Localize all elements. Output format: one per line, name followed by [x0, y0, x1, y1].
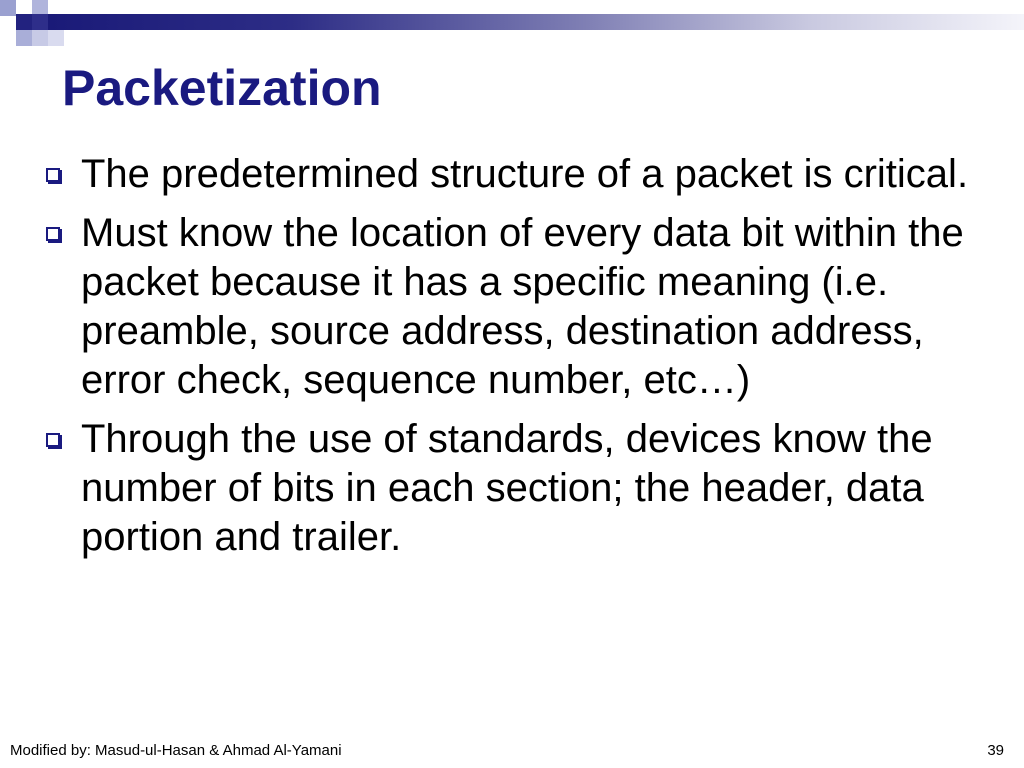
decor-square [48, 30, 64, 46]
decor-square [16, 14, 32, 30]
decor-square [0, 0, 16, 16]
slide-title: Packetization [62, 60, 382, 116]
decor-square [32, 0, 48, 14]
hollow-square-bullet-icon [46, 433, 60, 447]
bullet-item [46, 415, 976, 562]
page-number: 39 [987, 742, 1004, 759]
bullet-item [46, 209, 976, 405]
header-gradient-bar [48, 14, 1024, 30]
bullet-text: Must know the location of every data bit within the packet because it has a specific meaning (i.e. preamble, source address, destination address, error check, sequence number, etc…) [81, 211, 964, 402]
bullet-list [46, 150, 976, 572]
decor-square [32, 14, 48, 30]
bullet-text: Through the use of standards, devices know the number of bits in each section; the header, data portion and trailer. [81, 417, 933, 559]
footer-credit: Modified by: Masud-ul-Hasan & Ahmad Al-Yamani [10, 742, 342, 759]
decor-square [32, 30, 48, 46]
hollow-square-bullet-icon [46, 227, 60, 241]
decor-square [16, 30, 32, 46]
hollow-square-bullet-icon [46, 168, 60, 182]
bullet-item [46, 150, 976, 199]
bullet-text: The predetermined structure of a packet is critical. [81, 152, 969, 196]
